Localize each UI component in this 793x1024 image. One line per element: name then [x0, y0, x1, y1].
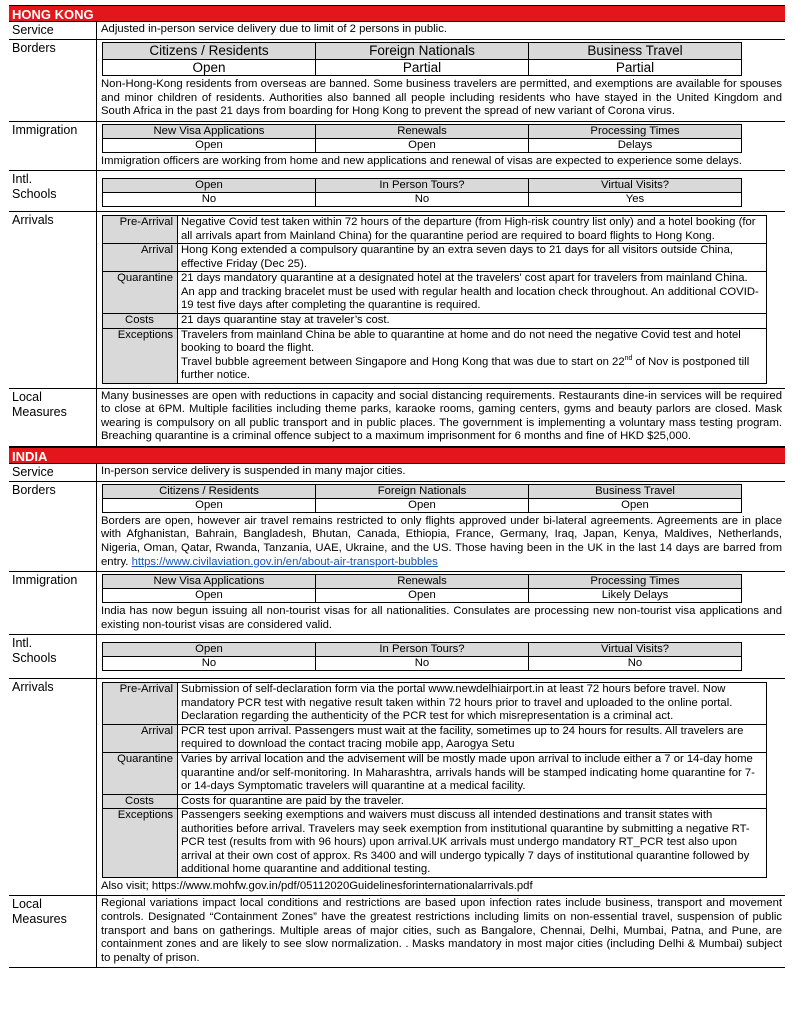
quarantine-label: Quarantine	[103, 272, 178, 314]
local-label-line: Local	[12, 389, 42, 404]
borders-status-table	[102, 42, 742, 76]
schools-value: No	[103, 193, 316, 207]
schools-label-line: Intl.	[12, 172, 33, 187]
local-measures-row	[9, 896, 785, 968]
local-measures-label	[9, 896, 97, 967]
borders-value: Open	[529, 498, 742, 512]
immigration-text: India has now begun issuing all non-tourist visas for all nationalities. Consulates are processing new non-tourist visa applications and existing non-tourist visas are considered valid.	[101, 605, 782, 631]
schools-label	[9, 171, 97, 211]
schools-label	[9, 635, 97, 678]
country-header-india: INDIA	[9, 447, 785, 464]
immigration-header: New Visa Applications	[103, 575, 316, 589]
quarantine-text: 21 days mandatory quarantine at a designated hotel at the travelers' cost apart for travelers from mainland China. An app and tracking bracelet must be used with regular health and location check throughout. An additional COVID-19 test five days after completing the quarantine is required.	[178, 272, 767, 314]
borders-header: Citizens / Residents	[103, 484, 316, 498]
immigration-header: Processing Times	[529, 575, 742, 589]
immigration-header: Renewals	[316, 124, 529, 138]
borders-text-body: Borders are open, however air travel remains restricted to only flights approved under bi-lateral agreements. Agreements are in place with Afghanistan, Bahrain, Bangladesh, Bhutan, Canada, Ethiopia, France, Germany, Iraq, Japan, Kenya, Maldives, Netherlands, Nigeria, Oman, Qatar, Rwanda, Tanzania, UAE, Ukraine, and the US. Those having been in the UK in the last 14 days are barred from entry.	[101, 514, 782, 568]
schools-header: Virtual Visits?	[529, 643, 742, 657]
immigration-value: Delays	[529, 138, 742, 152]
exceptions-text-part: of Nov is postponed till further notice.	[181, 355, 750, 382]
air-transport-bubbles-link[interactable]: https://www.civilaviation.gov.in/en/about-air-transport-bubbles	[131, 555, 438, 568]
arrival-label: Arrival	[103, 244, 178, 272]
borders-label: Borders	[9, 482, 97, 571]
pre-arrival-label: Pre-Arrival	[103, 683, 178, 725]
arrival-text: PCR test upon arrival. Passengers must wait at the facility, sometimes up to 24 hours for results. All travelers are required to download the contact tracing mobile app, Aarogya Setu	[178, 724, 767, 752]
quarantine-label: Quarantine	[103, 752, 178, 794]
local-measures-text: Many businesses are open with reductions in capacity and social distancing requirements. Restaurants dine-in services will be required to close at 6PM. Multiple facilities including theme parks, karaoke rooms, gaming centers, gyms and beauty parlors are closed. Mask wearing is compulsory on all public transport and in public places. The government is implementing a voluntary mass testing program. Breaching quarantine is a criminal offence subject to a maximum imprisonment for 6 months and fine of HKD $25,000.	[101, 389, 782, 443]
borders-status-table	[102, 484, 742, 513]
exceptions-label: Exceptions	[103, 328, 178, 383]
borders-row	[9, 40, 785, 122]
borders-value: Open	[103, 60, 316, 76]
pre-arrival-text: Submission of self-declaration form via the portal www.newdelhiairport.in at least 72 hours before travel. Now mandatory PCR test with negative result taken within 72 hours prior to travel and uploaded to the online portal. Declaration regarding the authenticity of the PCR test for which misrepresentation is a criminal act.	[178, 683, 767, 725]
borders-text	[101, 515, 782, 569]
arrivals-label: Arrivals	[9, 679, 97, 895]
immigration-label: Immigration	[9, 572, 97, 634]
local-measures-label	[9, 389, 97, 446]
exceptions-text-part: Travel bubble agreement between Singapore and Hong Kong that was due to start on 22	[181, 355, 625, 368]
costs-text: 21 days quarantine stay at traveler’s cost.	[178, 314, 767, 329]
schools-value: No	[529, 657, 742, 671]
immigration-header: Processing Times	[529, 124, 742, 138]
schools-status-table	[102, 642, 742, 671]
costs-label: Costs	[103, 314, 178, 329]
schools-header: Open	[103, 643, 316, 657]
borders-text: Non-Hong-Kong residents from overseas are banned. Some business travelers are permitted, and exemptions are available for spouses and minor children of residents. Authorities also banned all people including residents who have stayed in the United Kingdom and South Africa in the past 21 days from boarding for Hong Kong to prevent the spread of new variant of Corona virus.	[101, 78, 782, 118]
immigration-value: Open	[103, 138, 316, 152]
local-label-line: Measures	[12, 912, 67, 927]
immigration-header: New Visa Applications	[103, 124, 316, 138]
local-label-line: Measures	[12, 404, 67, 419]
service-text: Adjusted in-person service delivery due to limit of 2 persons in public.	[101, 23, 447, 35]
schools-label-line: Schools	[12, 651, 57, 666]
borders-value: Open	[103, 498, 316, 512]
immigration-row	[9, 572, 785, 635]
immigration-value: Open	[316, 589, 529, 603]
also-visit-text: Also visit; https://www.mohfw.gov.in/pdf/05112020Guidelinesforinternationalarrivals.pdf	[101, 879, 533, 892]
borders-value: Partial	[529, 60, 742, 76]
schools-header: In Person Tours?	[316, 179, 529, 193]
borders-header: Foreign Nationals	[316, 43, 529, 60]
borders-label: Borders	[9, 40, 97, 121]
schools-row	[9, 171, 785, 212]
costs-label: Costs	[103, 794, 178, 809]
immigration-value: Likely Delays	[529, 589, 742, 603]
borders-header: Citizens / Residents	[103, 43, 316, 60]
immigration-status-table	[102, 124, 742, 153]
quarantine-text: Varies by arrival location and the advisement will be mostly made upon arrival to include either a 7 or 14-day home quarantine and/or self-monitoring. In Maharashtra, arrivals hands will be stamped indicating home quarantine for 7- or 14-days Symptomatic travelers will quarantine at a medical facility.	[178, 752, 767, 794]
service-text: In-person service delivery is suspended in many major cities.	[101, 464, 406, 477]
travel-advisory-page	[9, 5, 785, 968]
country-header-hong-kong: HONG KONG	[9, 5, 785, 22]
schools-label-line: Intl.	[12, 636, 33, 651]
exceptions-label: Exceptions	[103, 809, 178, 878]
immigration-value: Open	[316, 138, 529, 152]
immigration-status-table	[102, 574, 742, 603]
schools-value: Yes	[529, 193, 742, 207]
schools-value: No	[316, 657, 529, 671]
schools-header: In Person Tours?	[316, 643, 529, 657]
schools-status-table	[102, 178, 742, 207]
schools-header: Open	[103, 179, 316, 193]
borders-header: Business Travel	[529, 484, 742, 498]
schools-label-line: Schools	[12, 187, 57, 202]
borders-header: Foreign Nationals	[316, 484, 529, 498]
service-label: Service	[9, 464, 97, 481]
arrival-label: Arrival	[103, 724, 178, 752]
schools-header: Virtual Visits?	[529, 179, 742, 193]
arrivals-row	[9, 212, 785, 389]
local-measures-row	[9, 389, 785, 447]
costs-text: Costs for quarantine are paid by the traveler.	[178, 794, 767, 809]
arrivals-label: Arrivals	[9, 212, 97, 388]
immigration-label: Immigration	[9, 122, 97, 171]
exceptions-text: Passengers seeking exemptions and waivers must discuss all intended destinations and transit states with authorities before arrival. Travelers may seek exemption from institutional quarantine by submitting a negative RT-PCR test (results from with 96 hours) upon arrival.UK arrivals must undergo mandatory RT_PCR test also upon arrival at their own cost of approx. Rs 3400 and will undergo typically 7 days of institutional quarantine followed by additional home quarantine and additional testing.	[178, 809, 767, 878]
immigration-row	[9, 122, 785, 172]
immigration-header: Renewals	[316, 575, 529, 589]
local-label-line: Local	[12, 897, 42, 912]
arrivals-table	[102, 215, 767, 384]
schools-row	[9, 635, 785, 679]
local-measures-text: Regional variations impact local conditions and restrictions are based upon infection rates include business, transport and movement controls. Designated “Containment Zones” have the greatest restrictions including limits on non-essential travel, suspension of public transport and bans on gatherings. Multiple areas of major cities, such as Bangalore, Chennai, Delhi, Mumbai, Patna, and Pune, are containment zones and are likely to see slow normalization. . Masks mandatory in most major cities (including Delhi & Mumbai) subject to penalty of prison.	[101, 897, 782, 964]
arrivals-row	[9, 679, 785, 896]
borders-value: Partial	[316, 60, 529, 76]
borders-header: Business Travel	[529, 43, 742, 60]
exceptions-text	[178, 328, 767, 383]
immigration-text: Immigration officers are working from home and new applications and renewal of visas are expected to experience some delays.	[101, 154, 742, 167]
borders-row	[9, 482, 785, 572]
exceptions-superscript: nd	[624, 354, 633, 362]
exceptions-text-line	[181, 356, 763, 383]
service-row	[9, 464, 785, 482]
schools-value: No	[316, 193, 529, 207]
schools-value: No	[103, 657, 316, 671]
service-label: Service	[9, 22, 97, 39]
arrivals-table	[102, 682, 767, 878]
borders-value: Open	[316, 498, 529, 512]
pre-arrival-text: Negative Covid test taken within 72 hours of the departure (from High-risk country list only) and a hotel booking (for all arrivals apart from Mainland China) for the quarantine period are required to board flights to Hong Kong.	[178, 216, 767, 244]
pre-arrival-label: Pre-Arrival	[103, 216, 178, 244]
service-row	[9, 22, 785, 40]
immigration-value: Open	[103, 589, 316, 603]
exceptions-text-line: Travelers from mainland China be able to quarantine at home and do not need the negative Covid test and hotel booking to board the flight.	[181, 328, 741, 355]
arrival-text: Hong Kong extended a compulsory quarantine by an extra seven days to 21 days for all visitors outside China, effective Friday (Dec 25).	[178, 244, 767, 272]
